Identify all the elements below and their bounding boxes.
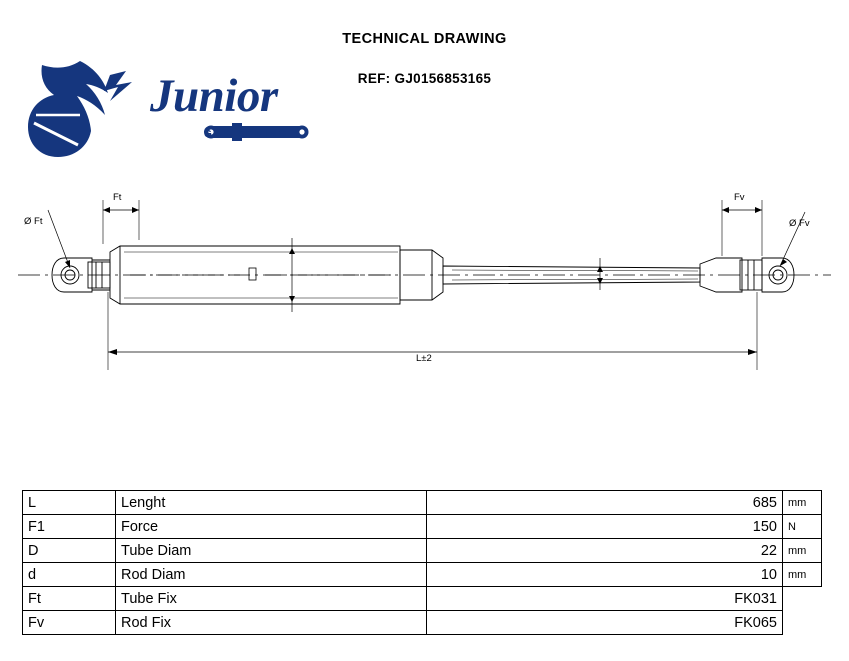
table-row [23, 491, 822, 515]
spec-unit [783, 587, 822, 611]
spec-value: 10 [427, 563, 783, 587]
label-tube-fix-diameter: Ø Ft [24, 216, 43, 227]
spec-description: Tube Diam [116, 539, 427, 563]
spec-code: d [23, 563, 116, 587]
spec-unit: mm [783, 563, 822, 587]
spec-code: Ft [23, 587, 116, 611]
table-row [23, 611, 822, 635]
spec-unit: mm [783, 539, 822, 563]
table-row [23, 539, 822, 563]
spec-value: FK065 [427, 611, 783, 635]
spec-description: Rod Fix [116, 611, 427, 635]
spec-description: Tube Fix [116, 587, 427, 611]
logo-wordmark: Junior [150, 70, 278, 122]
table-row [23, 587, 822, 611]
spec-code: D [23, 539, 116, 563]
spec-code: F1 [23, 515, 116, 539]
specification-table [22, 490, 822, 635]
label-rod-fix: Fv [734, 192, 745, 203]
label-rod-fix-diameter: Ø Fv [789, 218, 810, 229]
spec-value: 685 [427, 491, 783, 515]
spec-unit: mm [783, 491, 822, 515]
spec-value: FK031 [427, 587, 783, 611]
spec-description: Lenght [116, 491, 427, 515]
table-row [23, 563, 822, 587]
drawing-reference: REF: GJ0156853165 [357, 71, 492, 86]
page-title: TECHNICAL DRAWING [342, 31, 507, 47]
brand-logo [22, 55, 312, 165]
spec-code: Fv [23, 611, 116, 635]
spec-table-body [23, 491, 822, 635]
spec-description: Force [116, 515, 427, 539]
logo-tagline: GAS SPRING [204, 129, 289, 140]
label-tube-fix: Ft [113, 192, 122, 203]
spec-description: Rod Diam [116, 563, 427, 587]
junior-bird-icon [22, 55, 147, 165]
spec-unit [783, 611, 822, 635]
spec-code: L [23, 491, 116, 515]
spec-value: 150 [427, 515, 783, 539]
gas-spring-drawing [0, 180, 849, 390]
spec-unit: N [783, 515, 822, 539]
label-overall-length: L±2 [416, 353, 432, 364]
spec-value: 22 [427, 539, 783, 563]
table-row [23, 515, 822, 539]
